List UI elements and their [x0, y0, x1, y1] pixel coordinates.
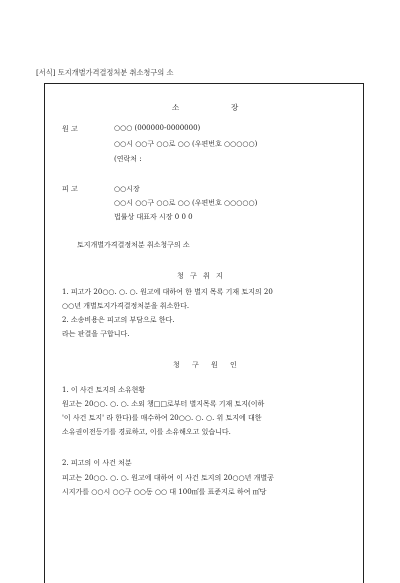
form-label: [서식] 토지개별가격결정처분 취소청구의 소 [36, 68, 174, 77]
reason1-heading: 1. 이 사건 토지의 소유현황 [62, 386, 146, 394]
plaintiff-contact: (연락처 : [114, 155, 142, 163]
reason1-line-3: 소유권이전등기를 경료하고, 이를 소유해오고 있습니다. [62, 428, 231, 436]
claim-title: 청 구 취 지 [177, 272, 225, 280]
defendant-role: 피 고 [62, 185, 78, 193]
reason2-line-2: 시지가를 ○○시 ○○구 ○○동 ○○ 대 100㎡를 표준지로 하여 ㎡당 [62, 488, 267, 496]
title-char-1: 소 [172, 103, 180, 112]
defendant-name: ○○시장 [114, 185, 140, 193]
reason2-line-1: 피고는 20○○. ○. ○. 원고에 대하여 이 사건 토지의 20○○년 개별공 [62, 474, 274, 482]
plaintiff-name: ○○○ (000000-0000000) [114, 124, 201, 132]
defendant-address: ○○시 ○○구 ○○로 ○○ (우편번호 ○○○○○) [114, 199, 258, 207]
reason1-line-1: 원고는 20○○. ○. ○. 소외 챙□□로부터 별지목록 기재 토지(이하 [62, 400, 265, 408]
plaintiff-role: 원 고 [62, 125, 78, 133]
claim-line-3: 2. 소송비용은 피고의 부담으로 한다. [62, 316, 175, 324]
defendant-representative: 법률상 대표자 시장 0 0 0 [114, 213, 193, 221]
plaintiff-address: ○○시 ○○구 ○○로 ○○ (우편번호 ○○○○○) [114, 140, 258, 148]
title-char-2: 장 [231, 103, 239, 112]
case-name: 토지개별가격결정처분 취소청구의 소 [77, 241, 190, 249]
reason-title: 청 구 원 인 [173, 361, 242, 369]
reason2-heading: 2. 피고의 이 사건 처분 [62, 459, 132, 467]
claim-line-1: 1. 피고가 20○○. ○. ○. 원고에 대하여 한 별지 목록 기재 토지의 20 [62, 288, 273, 296]
reason1-line-2: '이 사건 토지' 라 한다)를 매수하여 20○○. ○. ○. 위 토지에 대한 [62, 414, 262, 422]
claim-line-2: ○○년 개별토지가격결정처분을 취소한다. [62, 302, 190, 310]
claim-line-4: 라는 판결을 구합니다. [62, 330, 130, 338]
document-box [44, 83, 364, 583]
